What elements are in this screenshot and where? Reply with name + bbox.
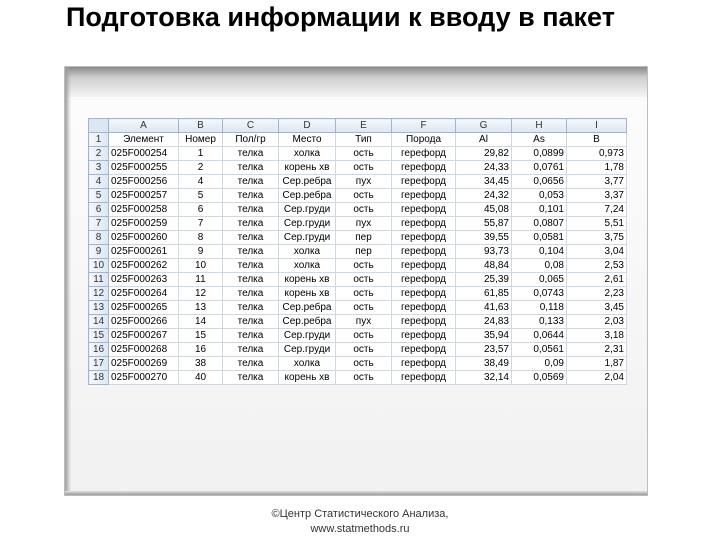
cell-number[interactable]: 12 <box>179 287 223 301</box>
table-row <box>89 273 627 287</box>
row-number[interactable]: 3 <box>89 161 109 175</box>
cell-as[interactable]: 0,0899 <box>512 147 567 161</box>
cell-number[interactable]: 14 <box>179 315 223 329</box>
cell-type[interactable]: ость <box>336 329 392 343</box>
row-number[interactable]: 13 <box>89 301 109 315</box>
cell-element[interactable]: 025F000267 <box>109 329 179 343</box>
header-cell-breed[interactable]: Порода <box>392 133 456 147</box>
cell-b[interactable]: 2,53 <box>567 259 627 273</box>
cell-b[interactable]: 3,04 <box>567 245 627 259</box>
cell-type[interactable]: пух <box>336 315 392 329</box>
cell-type[interactable]: ость <box>336 147 392 161</box>
cell-breed[interactable]: герефорд <box>392 301 456 315</box>
row-number[interactable]: 18 <box>89 371 109 385</box>
cell-b[interactable]: 1,78 <box>567 161 627 175</box>
table-row <box>89 259 627 273</box>
table-row <box>89 301 627 315</box>
cell-number[interactable]: 15 <box>179 329 223 343</box>
cell-type[interactable]: пух <box>336 175 392 189</box>
cell-type[interactable]: ость <box>336 259 392 273</box>
table-row <box>89 203 627 217</box>
table-row <box>89 245 627 259</box>
cell-sex-group[interactable]: телка <box>223 161 279 175</box>
cell-as[interactable]: 0,118 <box>512 301 567 315</box>
cell-al[interactable]: 55,87 <box>456 217 512 231</box>
cell-as[interactable]: 0,133 <box>512 315 567 329</box>
row-number[interactable]: 12 <box>89 287 109 301</box>
column-header-e[interactable]: E <box>336 119 392 133</box>
cell-number[interactable]: 9 <box>179 245 223 259</box>
cell-as[interactable]: 0,0644 <box>512 329 567 343</box>
cell-element[interactable]: 025F000256 <box>109 175 179 189</box>
row-number[interactable]: 10 <box>89 259 109 273</box>
column-header-d[interactable]: D <box>279 119 336 133</box>
cell-breed[interactable]: герефорд <box>392 161 456 175</box>
cell-al[interactable]: 93,73 <box>456 245 512 259</box>
cell-al[interactable]: 24,33 <box>456 161 512 175</box>
cell-element[interactable]: 025F000259 <box>109 217 179 231</box>
header-cell-as[interactable]: As <box>512 133 567 147</box>
cell-element[interactable]: 025F000265 <box>109 301 179 315</box>
column-header-f[interactable]: F <box>392 119 456 133</box>
cell-number[interactable]: 16 <box>179 343 223 357</box>
row-number[interactable]: 16 <box>89 343 109 357</box>
cell-number[interactable]: 5 <box>179 189 223 203</box>
cell-number[interactable]: 10 <box>179 259 223 273</box>
row-number[interactable]: 17 <box>89 357 109 371</box>
cell-as[interactable]: 0,09 <box>512 357 567 371</box>
cell-b[interactable]: 2,04 <box>567 371 627 385</box>
table-row <box>89 287 627 301</box>
cell-breed[interactable]: герефорд <box>392 245 456 259</box>
table-row <box>89 175 627 189</box>
cell-al[interactable]: 35,94 <box>456 329 512 343</box>
cell-b[interactable]: 7,24 <box>567 203 627 217</box>
cell-as[interactable]: 0,0743 <box>512 287 567 301</box>
table-row <box>89 189 627 203</box>
cell-element[interactable]: 025F000257 <box>109 189 179 203</box>
cell-as[interactable]: 0,0581 <box>512 231 567 245</box>
cell-element[interactable]: 025F000261 <box>109 245 179 259</box>
cell-sex-group[interactable]: телка <box>223 371 279 385</box>
cell-sex-group[interactable]: телка <box>223 273 279 287</box>
row-number[interactable]: 9 <box>89 245 109 259</box>
cell-element[interactable]: 025F000264 <box>109 287 179 301</box>
cell-location[interactable]: корень хв <box>279 371 336 385</box>
cell-number[interactable]: 38 <box>179 357 223 371</box>
cell-location[interactable]: холка <box>279 147 336 161</box>
cell-element[interactable]: 025F000254 <box>109 147 179 161</box>
cell-b[interactable]: 3,75 <box>567 231 627 245</box>
table-row <box>89 329 627 343</box>
column-header-row <box>89 119 627 133</box>
cell-location[interactable]: холка <box>279 357 336 371</box>
cell-type[interactable]: ость <box>336 301 392 315</box>
cell-as[interactable]: 0,0569 <box>512 371 567 385</box>
cell-location[interactable]: холка <box>279 259 336 273</box>
header-cell-element[interactable]: Элемент <box>109 133 179 147</box>
cell-al[interactable]: 38,49 <box>456 357 512 371</box>
row-number[interactable]: 14 <box>89 315 109 329</box>
header-cell-location[interactable]: Место <box>279 133 336 147</box>
cell-sex-group[interactable]: телка <box>223 301 279 315</box>
cell-sex-group[interactable]: телка <box>223 147 279 161</box>
cell-b[interactable]: 3,18 <box>567 329 627 343</box>
cell-as[interactable]: 0,0656 <box>512 175 567 189</box>
cell-breed[interactable]: герефорд <box>392 217 456 231</box>
cell-as[interactable]: 0,0761 <box>512 161 567 175</box>
cell-location[interactable]: Сер.ребра <box>279 315 336 329</box>
column-header-b[interactable]: B <box>179 119 223 133</box>
cell-element[interactable]: 025F000262 <box>109 259 179 273</box>
cell-location[interactable]: Сер.ребра <box>279 189 336 203</box>
column-header-g[interactable]: G <box>456 119 512 133</box>
cell-as[interactable]: 0,0807 <box>512 217 567 231</box>
cell-as[interactable]: 0,104 <box>512 245 567 259</box>
cell-b[interactable]: 0,973 <box>567 147 627 161</box>
cell-al[interactable]: 61,85 <box>456 287 512 301</box>
cell-type[interactable]: ость <box>336 203 392 217</box>
table-row <box>89 217 627 231</box>
cell-al[interactable]: 32,14 <box>456 371 512 385</box>
cell-al[interactable]: 39,55 <box>456 231 512 245</box>
cell-breed[interactable]: герефорд <box>392 189 456 203</box>
row-number[interactable]: 2 <box>89 147 109 161</box>
cell-sex-group[interactable]: телка <box>223 231 279 245</box>
cell-location[interactable]: Сер.груди <box>279 203 336 217</box>
cell-b[interactable]: 2,61 <box>567 273 627 287</box>
cell-sex-group[interactable]: телка <box>223 343 279 357</box>
cell-type[interactable]: ость <box>336 343 392 357</box>
header-cell-al[interactable]: Al <box>456 133 512 147</box>
cell-sex-group[interactable]: телка <box>223 259 279 273</box>
cell-type[interactable]: ость <box>336 189 392 203</box>
column-header-i[interactable]: I <box>567 119 627 133</box>
cell-type[interactable]: пер <box>336 231 392 245</box>
cell-sex-group[interactable]: телка <box>223 329 279 343</box>
row-number[interactable]: 15 <box>89 329 109 343</box>
row-number[interactable]: 6 <box>89 203 109 217</box>
cell-b[interactable]: 2,31 <box>567 343 627 357</box>
cell-element[interactable]: 025F000266 <box>109 315 179 329</box>
row-number[interactable]: 4 <box>89 175 109 189</box>
frame-bottom-edge <box>65 491 647 495</box>
table-row <box>89 161 627 175</box>
cell-as[interactable]: 0,101 <box>512 203 567 217</box>
cell-sex-group[interactable]: телка <box>223 357 279 371</box>
cell-breed[interactable]: герефорд <box>392 343 456 357</box>
cell-element[interactable]: 025F000268 <box>109 343 179 357</box>
table-row <box>89 371 627 385</box>
cell-element[interactable]: 025F000255 <box>109 161 179 175</box>
cell-number[interactable]: 7 <box>179 217 223 231</box>
cell-location[interactable]: Сер.груди <box>279 217 336 231</box>
cell-breed[interactable]: герефорд <box>392 259 456 273</box>
column-header-c[interactable]: C <box>223 119 279 133</box>
cell-b[interactable]: 3,45 <box>567 301 627 315</box>
cell-element[interactable]: 025F000263 <box>109 273 179 287</box>
cell-al[interactable]: 45,08 <box>456 203 512 217</box>
cell-al[interactable]: 25,39 <box>456 273 512 287</box>
cell-sex-group[interactable]: телка <box>223 287 279 301</box>
frame-left-shadow <box>65 67 71 495</box>
cell-al[interactable]: 34,45 <box>456 175 512 189</box>
cell-breed[interactable]: герефорд <box>392 329 456 343</box>
cell-breed[interactable]: герефорд <box>392 203 456 217</box>
cell-b[interactable]: 1,87 <box>567 357 627 371</box>
cell-breed[interactable]: герефорд <box>392 273 456 287</box>
table-row <box>89 357 627 371</box>
cell-location[interactable]: корень хв <box>279 273 336 287</box>
cell-location[interactable]: корень хв <box>279 287 336 301</box>
cell-sex-group[interactable]: телка <box>223 189 279 203</box>
table-row <box>89 315 627 329</box>
footer-organization: ©Центр Статистического Анализа, <box>271 508 449 520</box>
header-cell-number[interactable]: Номер <box>179 133 223 147</box>
cell-number[interactable]: 40 <box>179 371 223 385</box>
cell-breed[interactable]: герефорд <box>392 175 456 189</box>
cell-sex-group[interactable]: телка <box>223 315 279 329</box>
footer-credit <box>200 507 520 537</box>
cell-b[interactable]: 3,37 <box>567 189 627 203</box>
cell-breed[interactable]: герефорд <box>392 147 456 161</box>
cell-element[interactable]: 025F000270 <box>109 371 179 385</box>
cell-as[interactable]: 0,053 <box>512 189 567 203</box>
cell-type[interactable]: ость <box>336 287 392 301</box>
column-header-h[interactable]: H <box>512 119 567 133</box>
cell-element[interactable]: 025F000260 <box>109 231 179 245</box>
cell-number[interactable]: 2 <box>179 161 223 175</box>
cell-number[interactable]: 13 <box>179 301 223 315</box>
cell-location[interactable]: холка <box>279 245 336 259</box>
row-number[interactable]: 1 <box>89 133 109 147</box>
cell-type[interactable]: ость <box>336 357 392 371</box>
cell-type[interactable]: пер <box>336 245 392 259</box>
cell-type[interactable]: ость <box>336 273 392 287</box>
cell-breed[interactable]: герефорд <box>392 231 456 245</box>
cell-breed[interactable]: герефорд <box>392 287 456 301</box>
footer-website: www.statmethods.ru <box>310 523 410 535</box>
cell-element[interactable]: 025F000258 <box>109 203 179 217</box>
cell-al[interactable]: 48,84 <box>456 259 512 273</box>
cell-al[interactable]: 41,63 <box>456 301 512 315</box>
table-row <box>89 343 627 357</box>
cell-breed[interactable]: герефорд <box>392 357 456 371</box>
header-cell-b[interactable]: B <box>567 133 627 147</box>
cell-location[interactable]: Сер.ребра <box>279 175 336 189</box>
cell-number[interactable]: 6 <box>179 203 223 217</box>
cell-location[interactable]: Сер.груди <box>279 231 336 245</box>
cell-as[interactable]: 0,065 <box>512 273 567 287</box>
row-number[interactable]: 11 <box>89 273 109 287</box>
header-cell-sex-group[interactable]: Пол/гр <box>223 133 279 147</box>
cell-breed[interactable]: герефорд <box>392 315 456 329</box>
cell-b[interactable]: 3,77 <box>567 175 627 189</box>
cell-type[interactable]: пух <box>336 217 392 231</box>
cell-location[interactable]: Сер.груди <box>279 343 336 357</box>
cell-b[interactable]: 2,03 <box>567 315 627 329</box>
cell-number[interactable]: 1 <box>179 147 223 161</box>
cell-al[interactable]: 29,82 <box>456 147 512 161</box>
cell-element[interactable]: 025F000269 <box>109 357 179 371</box>
cell-sex-group[interactable]: телка <box>223 203 279 217</box>
cell-location[interactable]: Сер.груди <box>279 329 336 343</box>
table-row <box>89 147 627 161</box>
cell-type[interactable]: ость <box>336 371 392 385</box>
select-all-corner[interactable] <box>89 119 109 133</box>
cell-number[interactable]: 8 <box>179 231 223 245</box>
cell-type[interactable]: ость <box>336 161 392 175</box>
cell-as[interactable]: 0,0561 <box>512 343 567 357</box>
column-header-a[interactable]: A <box>109 119 179 133</box>
table-row <box>89 231 627 245</box>
cell-sex-group[interactable]: телка <box>223 175 279 189</box>
row-number[interactable]: 5 <box>89 189 109 203</box>
cell-sex-group[interactable]: телка <box>223 217 279 231</box>
cell-number[interactable]: 11 <box>179 273 223 287</box>
cell-b[interactable]: 2,23 <box>567 287 627 301</box>
cell-al[interactable]: 23,57 <box>456 343 512 357</box>
cell-location[interactable]: Сер.ребра <box>279 301 336 315</box>
cell-b[interactable]: 5,51 <box>567 217 627 231</box>
cell-as[interactable]: 0,08 <box>512 259 567 273</box>
row-number[interactable]: 7 <box>89 217 109 231</box>
frame-top-edge <box>65 67 647 97</box>
cell-al[interactable]: 24,32 <box>456 189 512 203</box>
cell-breed[interactable]: герефорд <box>392 371 456 385</box>
row-number[interactable]: 8 <box>89 231 109 245</box>
cell-al[interactable]: 24,83 <box>456 315 512 329</box>
header-cell-type[interactable]: Тип <box>336 133 392 147</box>
table-header-row <box>89 133 627 147</box>
cell-sex-group[interactable]: телка <box>223 245 279 259</box>
spreadsheet-grid <box>88 118 627 385</box>
cell-number[interactable]: 4 <box>179 175 223 189</box>
cell-location[interactable]: корень хв <box>279 161 336 175</box>
slide-title: Подготовка информации к вводу в пакет <box>66 2 615 32</box>
